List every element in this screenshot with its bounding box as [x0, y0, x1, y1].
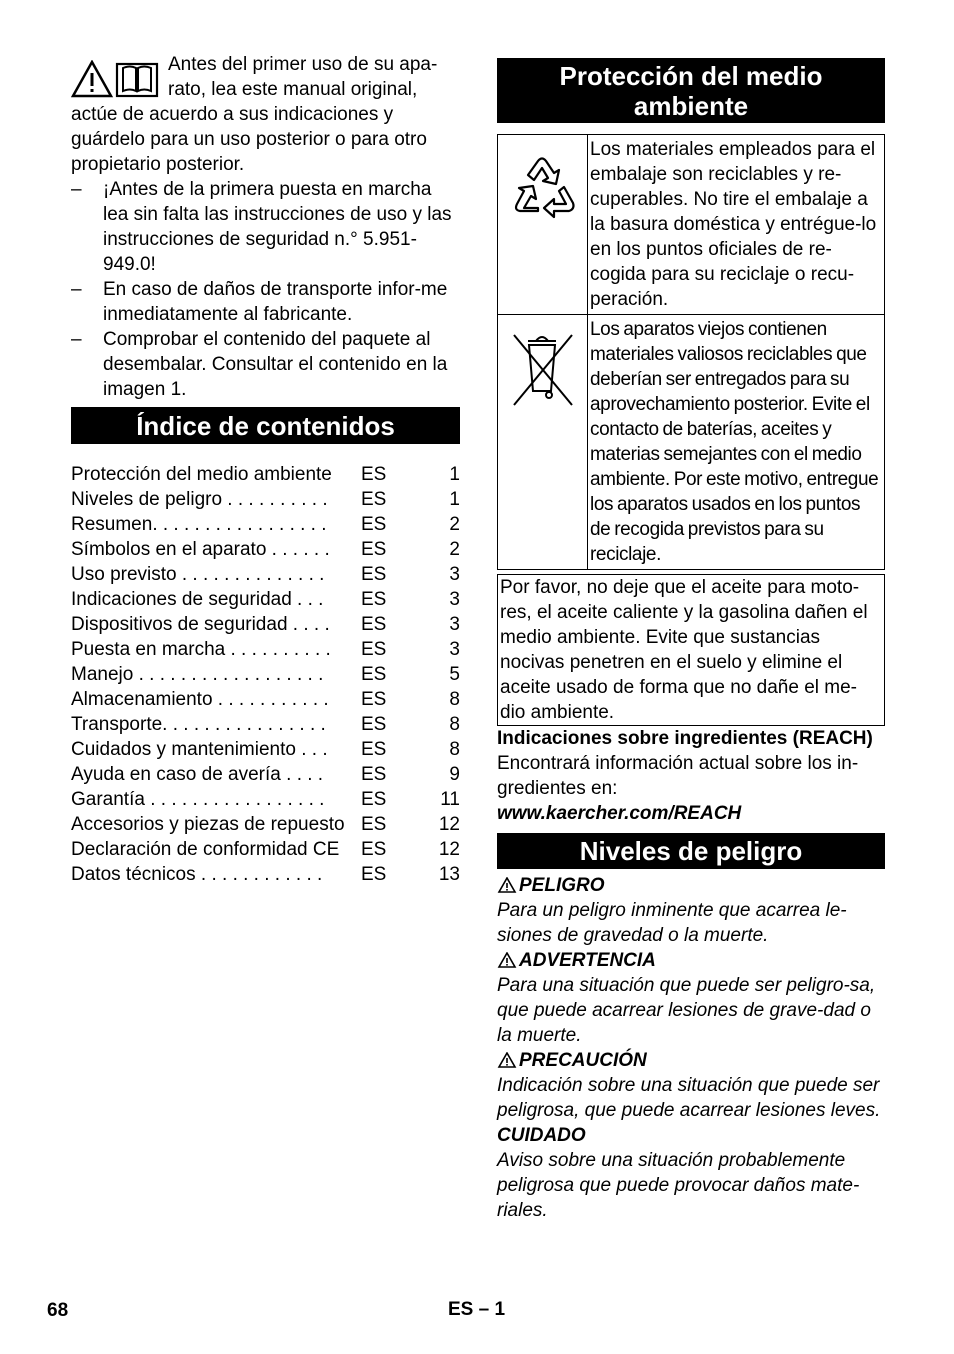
- toc-lang: ES: [361, 764, 387, 785]
- toc-title: Declaración de conformidad CE: [71, 839, 340, 860]
- toc-title: Dispositivos de seguridad . . . .: [71, 614, 330, 635]
- toc-title: Transporte. . . . . . . . . . . . . . . .: [71, 714, 326, 735]
- toc-lang: ES: [361, 789, 387, 810]
- intro-line-5: propietario posterior.: [71, 154, 245, 175]
- toc-row[interactable]: [71, 562, 460, 587]
- toc-page: 9: [449, 764, 460, 785]
- toc-row[interactable]: [71, 712, 460, 737]
- recycle-icon: [498, 153, 587, 243]
- toc-lang: ES: [361, 864, 387, 885]
- toc-lang: ES: [361, 664, 387, 685]
- toc-row[interactable]: [71, 762, 460, 787]
- toc-title: Accesorios y piezas de repuesto: [71, 814, 345, 835]
- toc-heading: Índice de contenidos: [71, 407, 460, 444]
- reach-text: Encontrará información actual sobre los in-gredientes en:: [497, 753, 859, 799]
- toc-row[interactable]: [71, 512, 460, 537]
- list-item: [71, 327, 460, 402]
- toc-page: 13: [438, 864, 460, 885]
- warning-manual-icon: [71, 60, 161, 98]
- toc-lang: ES: [361, 814, 387, 835]
- toc-title: Indicaciones de seguridad . . .: [71, 589, 324, 610]
- toc-row[interactable]: [71, 812, 460, 837]
- toc-page: 12: [438, 839, 460, 860]
- hazard-label-precaucion: [497, 1048, 885, 1073]
- toc-title: Símbolos en el aparato . . . . . .: [71, 539, 330, 560]
- right-column: [497, 58, 885, 1223]
- recycling-text: Los materiales empleados para el embalaje son reciclables y re-cuperables. No tire el embalaje a la basura doméstica y entrégue-lo en los puntos oficiales de re-cogida para su reciclaje o recu-peración.: [590, 139, 877, 310]
- hazard-label-peligro: [497, 873, 885, 898]
- toc-title: Cuidados y mantenimiento . . .: [71, 739, 328, 760]
- toc-page: 3: [449, 614, 460, 635]
- notice-text: Aviso sobre una situación probablemente peligrosa que puede provocar daños mate-riales.: [497, 1150, 860, 1221]
- environment-heading: [497, 58, 885, 123]
- recycling-table: [497, 134, 885, 570]
- toc-lang: ES: [361, 589, 387, 610]
- hazard-label-advertencia: [497, 948, 885, 973]
- toc-row[interactable]: [71, 587, 460, 612]
- toc-title: Ayuda en caso de avería . . . .: [71, 764, 324, 785]
- left-column: [71, 52, 460, 887]
- hazard-label: ADVERTENCIA: [519, 950, 656, 971]
- intro-section: [71, 52, 460, 402]
- dash-marker: –: [71, 329, 82, 350]
- toc-lang: ES: [361, 839, 387, 860]
- toc-page: 3: [449, 564, 460, 585]
- toc-page: 2: [449, 514, 460, 535]
- weee-row: [498, 314, 884, 569]
- bullet-text: ¡Antes de la primera puesta en marcha lea sin falta las instrucciones de uso y las instrucciones de seguridad n.° 5.951-949.0!: [103, 179, 452, 275]
- toc-page: 3: [449, 589, 460, 610]
- recycling-icon-cell: [498, 135, 588, 314]
- toc-page: 2: [449, 539, 460, 560]
- warning-triangle-icon: [497, 1052, 519, 1068]
- hazard-text: Para un peligro inminente que acarrea le-siones de gravedad o la muerte.: [497, 900, 847, 946]
- toc-title: Niveles de peligro . . . . . . . . . .: [71, 489, 328, 510]
- hazard-heading: Niveles de peligro: [497, 833, 885, 869]
- hazard-levels: [497, 873, 885, 1223]
- notice-label: CUIDADO: [497, 1125, 586, 1146]
- toc-lang: ES: [361, 539, 387, 560]
- toc-row[interactable]: [71, 612, 460, 637]
- toc-title: Uso previsto . . . . . . . . . . . . . .: [71, 564, 325, 585]
- hazard-text: Indicación sobre una situación que puede ser peligrosa, que puede acarrear lesiones leves.: [497, 1075, 881, 1121]
- hazard-label: PRECAUCIÓN: [519, 1050, 647, 1071]
- toc-title: Datos técnicos . . . . . . . . . . . .: [71, 864, 323, 885]
- toc-lang: ES: [361, 639, 387, 660]
- toc-lang: ES: [361, 564, 387, 585]
- toc-row[interactable]: [71, 687, 460, 712]
- toc-row[interactable]: [71, 837, 460, 862]
- toc-page: 8: [449, 689, 460, 710]
- toc-row[interactable]: [71, 462, 460, 487]
- toc-row[interactable]: [71, 537, 460, 562]
- toc-row[interactable]: [71, 737, 460, 762]
- intro-line-2: rato, lea este manual original,: [168, 79, 418, 100]
- toc-title: Garantía . . . . . . . . . . . . . . . . .: [71, 789, 325, 810]
- toc-row[interactable]: [71, 637, 460, 662]
- toc-page: 3: [449, 639, 460, 660]
- dash-marker: –: [71, 279, 82, 300]
- weee-text: Los aparatos viejos contienen materiales valiosos reciclables que deberían ser entregados para su aprovechamiento posterior. Evite el contacto de baterías, aceites y materias semejantes con el medio ambiente. Por este motivo, entregue los aparatos usados en los puntos de recogida previstos para su reciclaje.: [590, 319, 879, 565]
- environment-heading-line-1: Protección del medio: [559, 61, 823, 91]
- list-item: [71, 177, 460, 277]
- toc-page: 8: [449, 714, 460, 735]
- page-number: 68: [47, 1300, 69, 1321]
- toc-page: 5: [449, 664, 460, 685]
- toc-lang: ES: [361, 464, 387, 485]
- dash-marker: –: [71, 179, 82, 200]
- list-item: [71, 277, 460, 327]
- toc-row[interactable]: [71, 862, 460, 887]
- intro-bullet-list: [71, 177, 460, 402]
- toc-title: Manejo . . . . . . . . . . . . . . . . . .: [71, 664, 324, 685]
- toc-page: 8: [449, 739, 460, 760]
- intro-line-3: actúe de acuerdo a sus indicaciones y: [71, 104, 394, 125]
- toc-title: Protección del medio ambiente: [71, 464, 332, 485]
- toc-title: Resumen. . . . . . . . . . . . . . . . .: [71, 514, 327, 535]
- toc-lang: ES: [361, 714, 387, 735]
- toc-row[interactable]: [71, 662, 460, 687]
- reach-link[interactable]: www.kaercher.com/REACH: [497, 803, 742, 824]
- bullet-text: En caso de daños de transporte infor-me inmediatamente al fabricante.: [103, 279, 448, 325]
- warning-triangle-icon: [497, 952, 519, 968]
- toc-page: 12: [438, 814, 460, 835]
- toc-row[interactable]: [71, 787, 460, 812]
- warning-triangle-icon: [497, 877, 519, 893]
- table-of-contents: [71, 462, 460, 887]
- toc-page: 1: [449, 489, 460, 510]
- reach-title: Indicaciones sobre ingredientes (REACH): [497, 728, 873, 749]
- toc-row[interactable]: [71, 487, 460, 512]
- intro-line-1: Antes del primer uso de su apa-: [168, 54, 438, 75]
- section-page-number: ES – 1: [448, 1299, 506, 1320]
- toc-title: Almacenamiento . . . . . . . . . . .: [71, 689, 329, 710]
- toc-page: 11: [440, 789, 460, 810]
- crossed-bin-icon: [498, 329, 587, 419]
- recycling-row: [498, 135, 884, 314]
- weee-icon-cell: [498, 315, 588, 569]
- hazard-label: PELIGRO: [519, 875, 605, 896]
- toc-title: Puesta en marcha . . . . . . . . . .: [71, 639, 331, 660]
- toc-lang: ES: [361, 514, 387, 535]
- toc-lang: ES: [361, 489, 387, 510]
- oil-notice-box: Por favor, no deje que el aceite para moto-res, el aceite caliente y la gasolina dañen el medio ambiente. Evite que sustancias nocivas penetren en el suelo y elimine el aceite usado de forma que no dañe el me-dio ambiente.: [497, 574, 885, 726]
- intro-line-4: guárdelo para un uso posterior o para otro: [71, 129, 427, 150]
- toc-lang: ES: [361, 739, 387, 760]
- toc-lang: ES: [361, 614, 387, 635]
- toc-lang: ES: [361, 689, 387, 710]
- toc-page: 1: [449, 464, 460, 485]
- hazard-text: Para una situación que puede ser peligro-sa, que puede acarrear lesiones de grave-dad o la muerte.: [497, 975, 876, 1046]
- environment-heading-line-2: ambiente: [633, 91, 749, 121]
- bullet-text: Comprobar el contenido del paquete al desembalar. Consultar el contenido en la imagen 1.: [103, 329, 448, 400]
